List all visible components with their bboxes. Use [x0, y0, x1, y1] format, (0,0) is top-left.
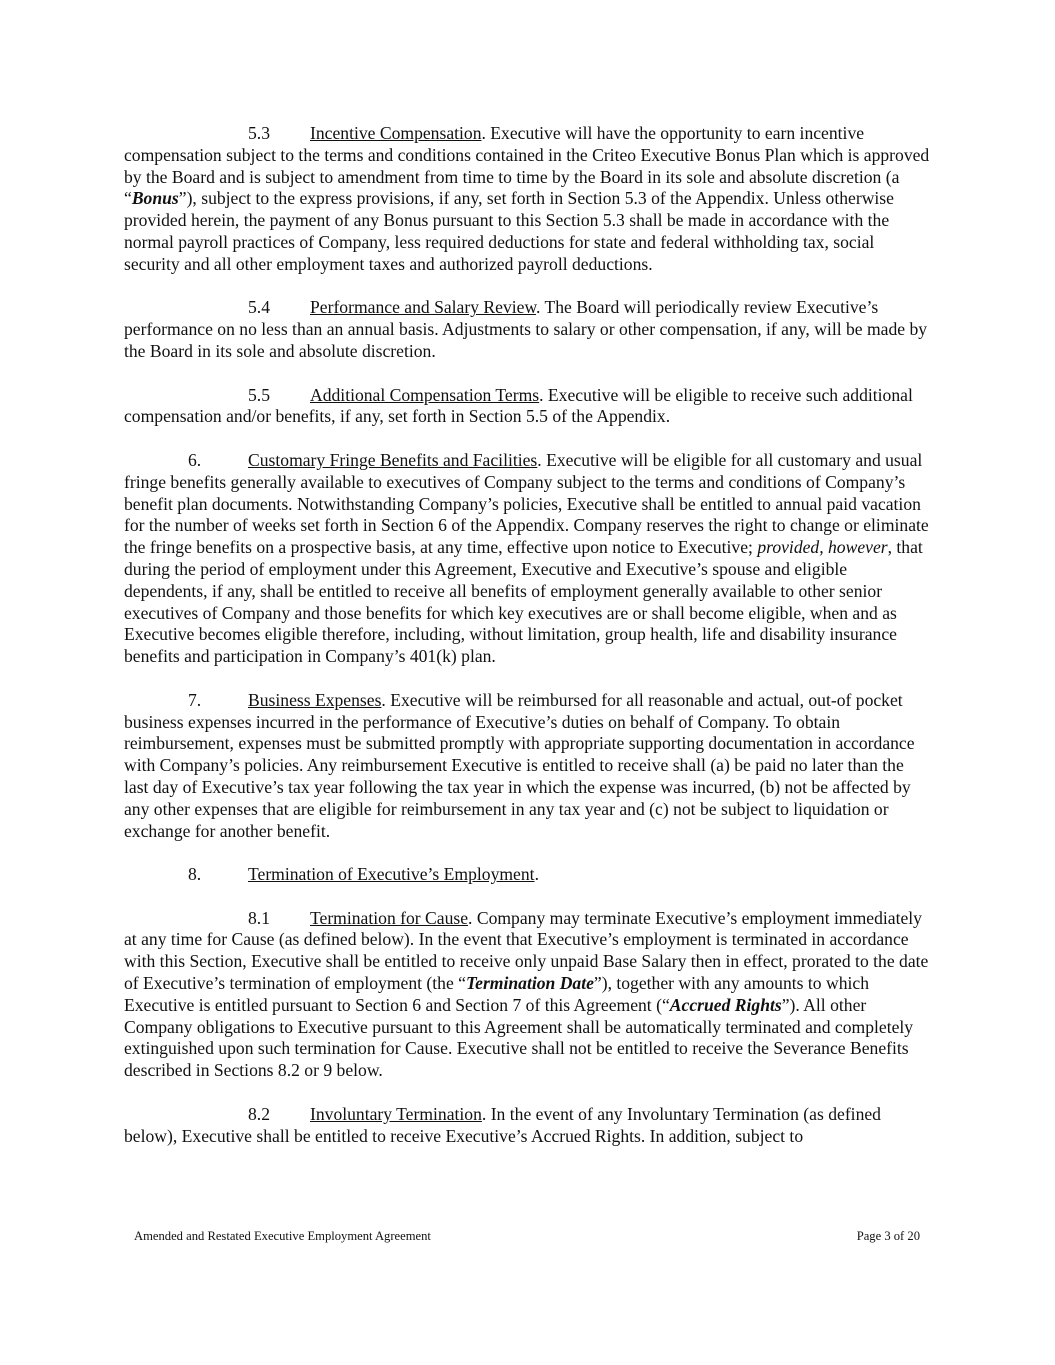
italic-phrase: provided, however	[757, 537, 888, 558]
section-text: . Executive will be reimbursed for all reasonable and actual, out-of pocket business expenses incurred in the performance of Executive’s duties on behalf of Company. To obtain reimbursement, expenses must be submitted promptly with appropriate supporting documentation in accordance with Company’s policies. Any reimbursement Executive is entitled to receive shall (a) be paid no later than the last day of Executive’s tax year following the tax year in which the expense was incurred, (b) not be affected by any other expenses that are eligible for reimbursement in any tax year and (c) not be subject to liquidation or exchange for another benefit.	[124, 689, 915, 841]
section-number: 8.2	[248, 1103, 270, 1124]
section-text: . Executive will have the opportunity to earn incentive compensation subject to the terms and conditions contained in the Criteo Executive Bonus Plan which is approved by the Board and is subject to amendment from time to time by the Board in its sole and absolute discretion (a “	[124, 123, 930, 209]
section-text: ”). All other Company obligations to Executive pursuant to this Agreement shall be automatically terminated and completely extinguished upon such termination for Cause. Executive shall not be entitled to receive the Severance Benefits described in Sections 8.2 or 9 below.	[124, 994, 914, 1081]
defined-term: Bonus	[131, 188, 179, 209]
section-heading: Additional Compensation Terms	[310, 384, 540, 405]
section-8-1	[124, 908, 932, 1082]
section-number: 6.	[188, 449, 202, 470]
section-5-4	[124, 297, 932, 362]
document-body	[124, 123, 932, 1169]
section-number: 5.3	[248, 123, 270, 143]
section-text: . Executive will be eligible for all customary and usual fringe benefits generally available to executives of Company subject to the terms and conditions of Company’s benefit plan documents. Notwithstanding Company’s policies, Executive shall be entitled to annual paid vacation for the number of weeks set forth in Section 6 of the Appendix. Company reserves the right to change or eliminate the fringe benefits on a prospective basis, at any time, effective upon notice to Executive;	[124, 449, 929, 558]
section-text: . The Board will periodically review Executive’s performance on no less than an annual basis. Adjustments to salary or other compensation, if any, will be made by the Board in its sole and absolute discretion.	[124, 297, 928, 361]
section-heading: Termination for Cause	[310, 907, 469, 928]
section-heading: Business Expenses	[248, 689, 382, 710]
section-text: , that during the period of employment under this Agreement, Executive and Executive’s spouse and eligible dependents, if any, shall be entitled to receive all benefits of employment generally available to other senior executives of Company and those benefits for which key executives are or shall become eligible, when and as Executive becomes eligible therefore, including, without limitation, group health, life and disability insurance benefits and participation in Company’s 401(k) plan.	[124, 537, 923, 667]
section-5-5	[124, 385, 932, 429]
section-number: 5.4	[248, 297, 270, 318]
section-number: 7.	[188, 689, 202, 710]
section-6	[124, 450, 932, 668]
section-number: 8.	[188, 864, 202, 885]
section-heading: Customary Fringe Benefits and Facilities	[248, 449, 538, 470]
section-7	[124, 690, 932, 843]
section-text: .	[534, 864, 539, 885]
page-number: Page 3 of 20	[856, 1229, 920, 1243]
section-number: 5.5	[248, 384, 270, 405]
page-footer	[134, 1229, 920, 1244]
defined-term: Accrued Rights	[669, 994, 782, 1015]
section-heading: Involuntary Termination	[310, 1103, 482, 1124]
section-heading: Termination of Executive’s Employment	[248, 864, 535, 885]
section-text: ”), subject to the express provisions, if any, set forth in Section 5.3 of the Appendix. Unless otherwise provided herein, the payment of any Bonus pursuant to this Section 5.3 shall be made in accordance with the normal payroll practices of Company, less required deductions for state and federal withholding tax, social security and all other employment taxes and authorized payroll deductions.	[124, 188, 894, 274]
section-8	[124, 864, 932, 886]
section-heading: Performance and Salary Review	[310, 297, 537, 318]
section-5-3	[124, 123, 932, 276]
section-text: . Executive will be eligible to receive such additional compensation and/or benefits, if any, set forth in Section 5.5 of the Appendix.	[124, 384, 913, 427]
section-text: . Company may terminate Executive’s employment immediately at any time for Cause (as defined below). In the event that Executive’s employment is terminated in accordance with this Section, Executive shall be entitled to receive only unpaid Base Salary then in effect, prorated to the date of Executive’s termination of employment (the “	[124, 907, 929, 994]
defined-term: Termination Date	[466, 973, 594, 994]
section-heading: Incentive Compensation	[310, 123, 482, 143]
section-text: ”), together with any amounts to which Executive is entitled pursuant to Section 6 and Section 7 of this Agreement (“	[124, 973, 869, 1015]
section-text: . In the event of any Involuntary Termination (as defined below), Executive shall be entitled to receive Executive’s Accrued Rights. In addition, subject to	[124, 1103, 881, 1146]
footer-document-title: Amended and Restated Executive Employment Agreement	[134, 1229, 431, 1243]
section-8-2	[124, 1104, 932, 1148]
section-number: 8.1	[248, 907, 270, 928]
